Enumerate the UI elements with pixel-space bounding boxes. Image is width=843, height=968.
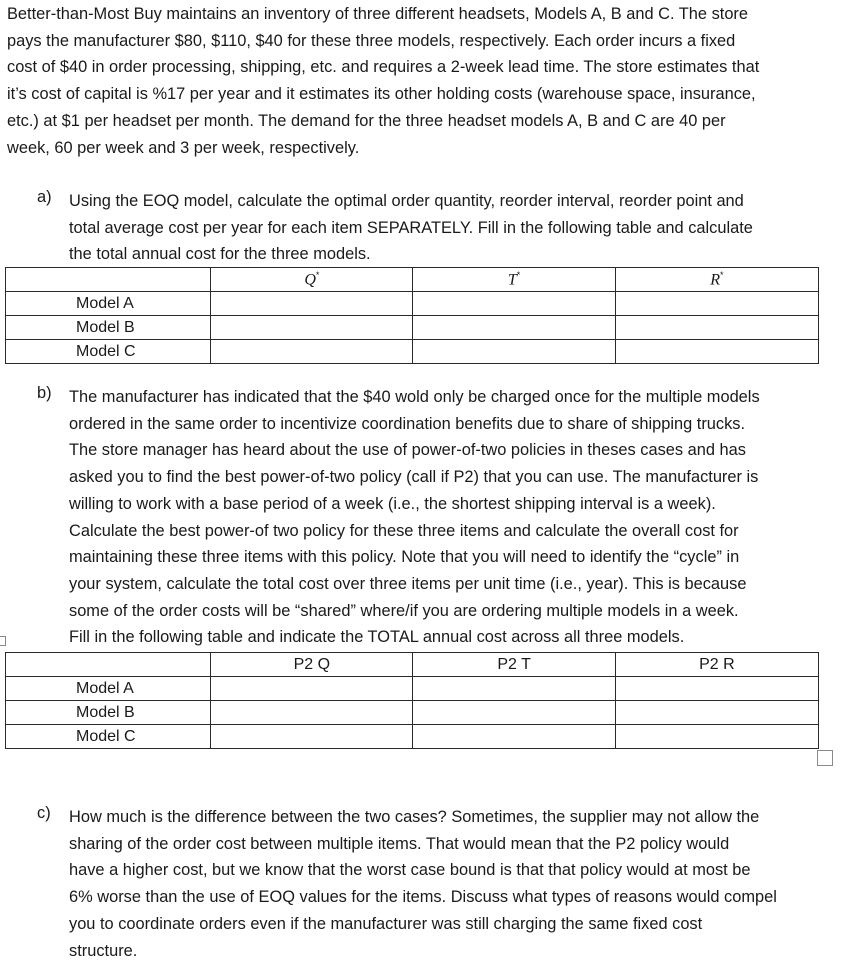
row-label-model-a: Model A [6, 677, 211, 701]
intro-line: etc.) at $1 per headset per month. The demand for the three headset models A, B and C are 40 per [7, 111, 726, 130]
header-symbol: Q [304, 271, 316, 289]
answer-cell[interactable] [615, 701, 818, 725]
part-a-marker: a) [37, 188, 52, 206]
part-b-line: asked you to find the best power-of-two policy (call if P2) that you can use. The manufacturer is [69, 468, 759, 487]
header-r-star [615, 268, 818, 292]
answer-cell[interactable] [211, 340, 413, 364]
intro-paragraph [7, 1, 837, 161]
part-b-line: some of the order costs will be “shared” where/if you are ordering multiple models in a week. [69, 601, 739, 620]
part-b-line: The manufacturer has indicated that the $40 wold only be charged once for the multiple models [69, 388, 760, 406]
header-superscript: * [719, 269, 724, 280]
header-symbol: R [710, 271, 720, 289]
answer-cell[interactable] [615, 725, 818, 749]
part-c-marker: c) [37, 804, 51, 822]
answer-cell[interactable] [211, 701, 413, 725]
part-a-line: total average cost per year for each item SEPARATELY. Fill in the following table and calculate [69, 218, 753, 237]
part-b-line: Calculate the best power-of two policy for these three items and calculate the overall cost for [69, 521, 739, 540]
header-symbol: T [507, 271, 517, 289]
part-b-line: The store manager has heard about the use of power-of-two policies in theses cases and has [69, 441, 746, 460]
answer-cell[interactable] [413, 725, 615, 749]
part-b-marker: b) [37, 384, 52, 402]
answer-cell[interactable] [413, 292, 615, 316]
part-c-line: 6% worse than the use of EOQ values for the items. Discuss what types of reasons would compel [69, 888, 777, 907]
answer-cell[interactable] [413, 701, 615, 725]
answer-cell[interactable] [615, 340, 818, 364]
table-row [6, 340, 819, 364]
answer-cell[interactable] [413, 340, 615, 364]
part-c-line: structure. [69, 941, 138, 960]
header-p2-t: P2 T [413, 653, 615, 677]
part-b-line: willing to work with a base period of a week (i.e., the shortest shipping interval is a week). [69, 494, 716, 513]
eoq-table [5, 267, 819, 364]
intro-line: cost of $40 in order processing, shipping, etc. and requires a 2-week lead time. The store estimates that [7, 58, 760, 77]
table-move-handle[interactable] [0, 636, 6, 646]
part-b-line: your system, calculate the total cost over three items per unit time (i.e., year). This is because [69, 574, 747, 593]
row-label-model-b: Model B [6, 316, 211, 340]
part-a-text [69, 188, 753, 268]
answer-cell[interactable] [615, 677, 818, 701]
part-b-line: Fill in the following table and indicate the TOTAL annual cost across all three models. [69, 628, 685, 647]
answer-cell[interactable] [615, 292, 818, 316]
part-c-text [69, 804, 777, 964]
part-c-line: sharing of the order cost between multiple items. That would mean that the P2 policy would [69, 834, 730, 853]
part-c-line: you to coordinate orders even if the manufacturer was still charging the same fixed cost [69, 914, 703, 933]
intro-line: Better-than-Most Buy maintains an inventory of three different headsets, Models A, B and C. The store [7, 5, 749, 23]
table-row [6, 292, 819, 316]
part-b-line: ordered in the same order to incentivize coordination benefits due to share of shipping trucks. [69, 414, 746, 433]
header-superscript: * [315, 269, 320, 280]
p2-table [5, 652, 819, 749]
answer-cell[interactable] [211, 316, 413, 340]
table-row [6, 725, 819, 749]
header-q-star [211, 268, 413, 292]
intro-line: week, 60 per week and 3 per week, respectively. [7, 138, 360, 157]
row-label-model-c: Model C [6, 725, 211, 749]
part-b-text [69, 384, 760, 651]
answer-cell[interactable] [413, 677, 615, 701]
header-superscript: * [516, 269, 521, 280]
header-p2-r: P2 R [615, 653, 818, 677]
answer-cell[interactable] [615, 316, 818, 340]
checkbox[interactable] [817, 750, 833, 766]
answer-cell[interactable] [211, 725, 413, 749]
part-a-line: Using the EOQ model, calculate the optimal order quantity, reorder interval, reorder point and [69, 192, 744, 210]
answer-cell[interactable] [211, 677, 413, 701]
header-t-star [413, 268, 615, 292]
table-row [6, 701, 819, 725]
empty-header-cell [6, 653, 211, 677]
empty-header-cell [6, 268, 211, 292]
part-b-line: maintaining these three items with this policy. Note that you will need to identify the “cycle” in [69, 548, 740, 567]
part-a-line: the total annual cost for the three models. [69, 245, 371, 264]
row-label-model-b: Model B [6, 701, 211, 725]
part-c-line: have a higher cost, but we know that the worst case bound is that that policy would at most be [69, 861, 751, 880]
row-label-model-c: Model C [6, 340, 211, 364]
table-row [6, 677, 819, 701]
answer-cell[interactable] [211, 292, 413, 316]
part-c-line: How much is the difference between the two cases? Sometimes, the supplier may not allow the [69, 808, 760, 826]
header-p2-q: P2 Q [211, 653, 413, 677]
intro-line: pays the manufacturer $80, $110, $40 for these three models, respectively. Each order incurs a fixed [7, 31, 736, 50]
intro-line: it’s cost of capital is %17 per year and it estimates its other holding costs (warehouse space, insurance, [7, 85, 756, 104]
table-header-row [6, 653, 819, 677]
table-header-row [6, 268, 819, 292]
answer-cell[interactable] [413, 316, 615, 340]
row-label-model-a: Model A [6, 292, 211, 316]
table-row [6, 316, 819, 340]
